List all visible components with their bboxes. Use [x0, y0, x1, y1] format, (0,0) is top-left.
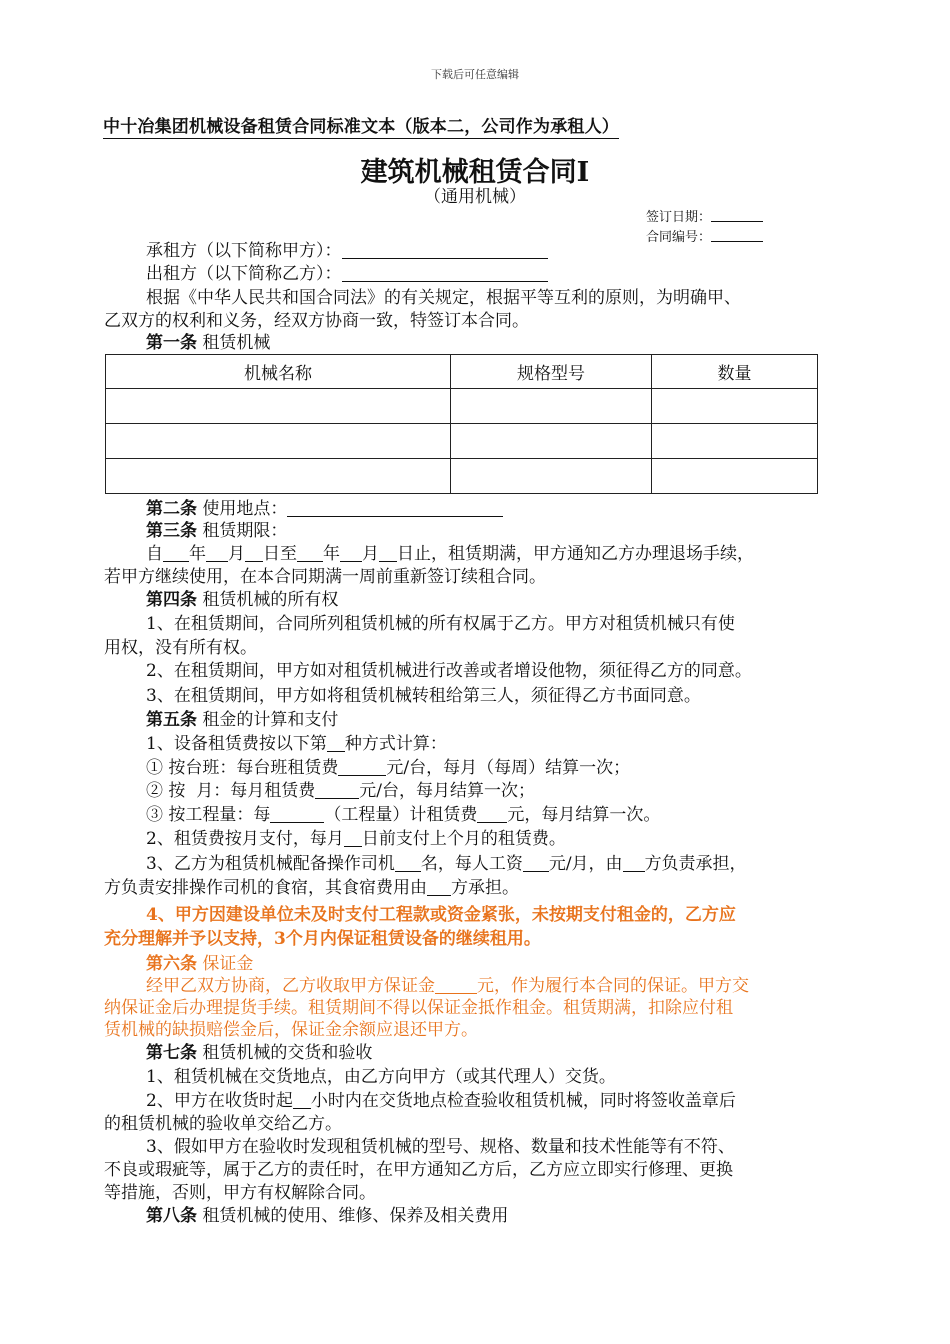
article-6-line-3: 赁机械的缺损赔偿金后，保证金余额应退还甲方。	[104, 1020, 478, 1040]
article-5-clause-4b: 充分理解并予以支持，3个月内保证租赁设备的继续租用。	[104, 929, 541, 949]
table-cell[interactable]	[106, 389, 451, 424]
article-5-clause-3a	[104, 853, 892, 875]
deposit-blank	[435, 978, 477, 994]
text: ② 按 月：每月租赁费	[146, 781, 316, 801]
lease-period-line-2: 若甲方继续使用，在本合同期满一周前重新签订续租合同。	[104, 567, 546, 587]
article-5-clause-3b	[104, 877, 850, 899]
table-cell[interactable]	[106, 459, 451, 494]
text: 2、租赁费按月支付，每月	[146, 829, 344, 849]
text: 小时内在交货地点检查验收租赁机械，同时将签收盖章后	[310, 1091, 736, 1111]
article-7-clause-3b: 不良或瑕疵等，属于乙方的责任时，在甲方通知乙方后，乙方应立即实行修理、更换	[104, 1160, 733, 1180]
driver-count-blank	[395, 856, 421, 872]
wage-party-blank	[623, 856, 645, 872]
text: 方负责承担，	[644, 854, 747, 874]
text: 2、甲方在收货时起	[146, 1091, 293, 1111]
text: 种方式计算：	[344, 734, 447, 754]
text: 年	[189, 544, 206, 564]
article-7-clause-2a	[104, 1090, 892, 1112]
article-5-number: 第五条	[146, 710, 197, 730]
article-1-title: 租赁机械	[197, 333, 271, 353]
article-6-line-2: 纳保证金后办理提货手续。租赁期间不得以保证金抵作租金。租赁期满，扣除应付租	[104, 998, 733, 1018]
article-3-heading	[104, 520, 892, 542]
lease-period-line	[104, 543, 892, 565]
article-7-clause-3a: 3、假如甲方在验收时发现租赁机械的型号、规格、数量和技术性能等有不符、	[146, 1137, 735, 1157]
text: （工程量）计租赁费	[324, 805, 478, 825]
text: 名，每人工资	[420, 854, 523, 874]
lessor-label: 出租方（以下简称乙方）：	[146, 264, 342, 284]
article-8-number: 第八条	[146, 1206, 197, 1226]
article-4-heading	[104, 589, 892, 611]
article-8-heading	[104, 1205, 892, 1227]
table-cell[interactable]	[451, 459, 652, 494]
wage-blank	[523, 856, 549, 872]
sign-date-blank	[711, 208, 763, 222]
text: ① 按台班：每台班租赁费	[146, 758, 339, 778]
end-year-blank	[297, 546, 323, 562]
text: 元，作为履行本合同的保证。甲方交	[477, 976, 749, 996]
contract-subtitle: （通用机械）	[424, 187, 526, 207]
lessee-label: 承租方（以下简称甲方）：	[146, 241, 342, 261]
option-1	[104, 757, 892, 779]
article-7-clause-1: 1、租赁机械在交货地点，由乙方向甲方（或其代理人）交货。	[146, 1067, 616, 1087]
table-row	[106, 459, 818, 494]
text: 月	[362, 544, 379, 564]
article-3-title: 租赁期限：	[197, 521, 288, 541]
text: 日至	[263, 544, 297, 564]
lessee-line	[104, 240, 892, 262]
table-cell[interactable]	[451, 424, 652, 459]
article-4-clause-2: 2、在租赁期间，甲方如对租赁机械进行改善或者增设他物，须征得乙方的同意。	[146, 661, 752, 681]
contract-number-label: 合同编号：	[646, 230, 712, 245]
shift-fee-blank	[338, 760, 386, 776]
text: 自	[146, 544, 163, 564]
article-5-title: 租金的计算和支付	[197, 710, 339, 730]
table-cell[interactable]	[451, 389, 652, 424]
sign-date-label: 签订日期：	[646, 210, 712, 225]
article-7-number: 第七条	[146, 1043, 197, 1063]
article-7-clause-3c: 等措施，否则，甲方有权解除合同。	[104, 1183, 376, 1203]
option-2	[104, 780, 892, 802]
article-4-clause-3: 3、在租赁期间，甲方如将租赁机械转租给第三人，须征得乙方书面同意。	[146, 686, 701, 706]
article-4-clause-1b: 用权，没有所有权。	[104, 638, 257, 658]
article-7-title: 租赁机械的交货和验收	[197, 1043, 373, 1063]
text: 1、设备租赁费按以下第	[146, 734, 327, 754]
start-year-blank	[163, 546, 189, 562]
text: 元/月，由	[548, 854, 623, 874]
end-month-blank	[340, 546, 362, 562]
option-3	[104, 804, 892, 826]
text: 元/台，每月结算一次；	[359, 781, 535, 801]
article-7-clause-2b: 的租赁机械的验收单交给乙方。	[104, 1114, 342, 1134]
editable-note: 下载后可任意编辑	[431, 68, 519, 81]
article-6-heading	[104, 953, 892, 975]
board-party-blank	[427, 880, 451, 896]
lessee-blank	[342, 243, 548, 259]
article-2-number: 第二条	[146, 499, 197, 519]
table-cell[interactable]	[652, 389, 818, 424]
article-4-number: 第四条	[146, 590, 197, 610]
pay-day-blank	[344, 831, 362, 847]
text: 日前支付上个月的租赁费。	[361, 829, 566, 849]
article-5-clause-4a: 4、甲方因建设单位未及时支付工程款或资金紧张，未按期支付租金的，乙方应	[146, 905, 736, 925]
text: 经甲乙双方协商，乙方收取甲方保证金	[146, 976, 435, 996]
quantity-blank	[270, 807, 324, 823]
text: 年	[323, 544, 340, 564]
lessor-line	[104, 263, 892, 285]
article-1-number: 第一条	[146, 333, 197, 353]
intro-line-2: 乙双方的权利和义务，经双方协商一致，特签订本合同。	[104, 311, 529, 331]
table-header-row	[106, 355, 818, 389]
sign-date	[646, 206, 763, 225]
article-5-heading	[104, 709, 892, 731]
lessor-blank	[342, 266, 548, 282]
location-blank	[287, 501, 503, 517]
contract-title: 建筑机械租赁合同Ⅰ	[360, 157, 590, 188]
article-6-number: 第六条	[146, 954, 197, 974]
article-2-heading	[104, 498, 892, 520]
qty-fee-blank	[477, 807, 507, 823]
start-month-blank	[206, 546, 228, 562]
header-machine-name: 机械名称	[106, 355, 451, 389]
text: 日止，租赁期满，甲方通知乙方办理退场手续，	[397, 544, 754, 564]
article-8-title: 租赁机械的使用、维修、保养及相关费用	[197, 1206, 509, 1226]
table-row	[106, 424, 818, 459]
hours-blank	[293, 1093, 311, 1109]
article-1-heading	[104, 332, 892, 354]
machine-table	[105, 354, 818, 494]
article-5-clause-1	[104, 733, 892, 755]
standard-text-title: 中十冶集团机械设备租赁合同标准文本（版本二，公司作为承租人）	[103, 112, 619, 139]
method-blank	[327, 736, 345, 752]
text: 元/台，每月（每周）结算一次；	[386, 758, 631, 778]
monthly-fee-blank	[315, 783, 359, 799]
table-cell[interactable]	[652, 424, 818, 459]
table-cell[interactable]	[652, 459, 818, 494]
header-model: 规格型号	[451, 355, 652, 389]
article-7-heading	[104, 1042, 892, 1064]
intro-line-1: 根据《中华人民共和国合同法》的有关规定，根据平等互利的原则，为明确甲、	[146, 288, 741, 308]
text: 3、乙方为租赁机械配备操作司机	[146, 854, 395, 874]
end-day-blank	[379, 546, 397, 562]
article-5-clause-2	[104, 828, 892, 850]
text: 方承担。	[451, 878, 519, 898]
article-2-title: 使用地点：	[197, 499, 288, 519]
article-4-clause-1a: 1、在租赁期间，合同所列租赁机械的所有权属于乙方。甲方对租赁机械只有使	[146, 614, 735, 634]
text: ③ 按工程量：每	[146, 805, 271, 825]
article-6-line-1	[104, 975, 892, 997]
article-6-title: 保证金	[197, 954, 254, 974]
table-cell[interactable]	[106, 424, 451, 459]
table-row	[106, 389, 818, 424]
start-day-blank	[245, 546, 263, 562]
header-quantity: 数量	[652, 355, 818, 389]
text: 元，每月结算一次。	[507, 805, 661, 825]
article-4-title: 租赁机械的所有权	[197, 590, 339, 610]
article-3-number: 第三条	[146, 521, 197, 541]
text: 月	[228, 544, 245, 564]
text: 方负责安排操作司机的食宿，其食宿费用由	[104, 878, 427, 898]
